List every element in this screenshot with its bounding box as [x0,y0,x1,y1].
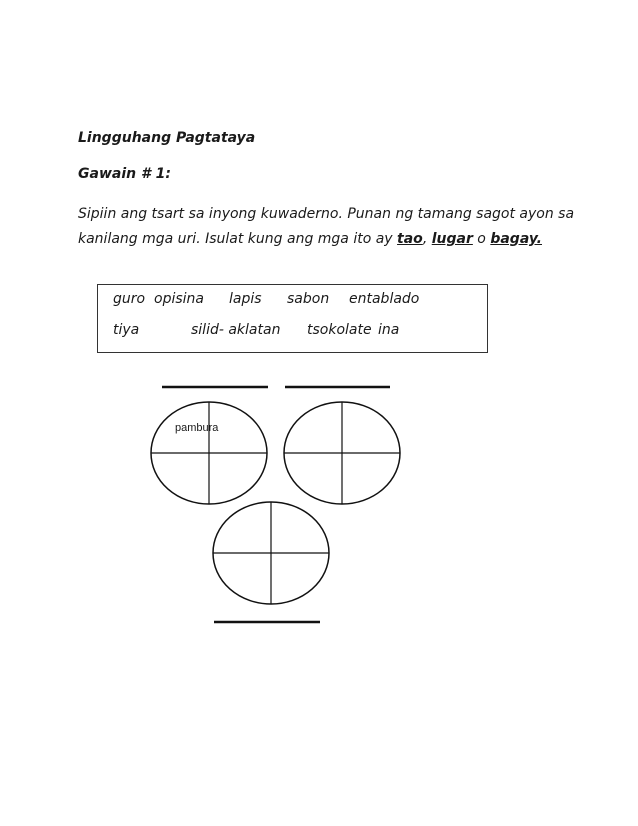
page-title: Lingguhang Pagtataya [78,130,256,146]
word-opisina: opisina [154,291,204,307]
word-entablado: entablado [349,291,420,307]
word-tsokolate: tsokolate [307,322,372,338]
keyword-lugar: lugar [431,231,473,247]
separator-2: o [472,231,491,247]
example-label-pambura: pambura [175,422,219,434]
keyword-tao: tao [397,231,423,247]
keyword-bagay: bagay. [490,231,542,247]
word-guro: guro [113,291,146,307]
circle-top-right [284,402,400,504]
activity-label: Gawain # 1: [78,166,171,182]
word-silid-aklatan: silid- aklatan [191,322,281,338]
word-sabon: sabon [287,291,330,307]
circle-top-left [151,402,267,504]
word-lapis: lapis [229,291,262,307]
circle-bottom [213,502,329,604]
word-tiya: tiya [113,322,140,338]
instructions-text: Sipiin ang tsart sa inyong kuwaderno. Punan ng tamang sagot ayon sa kanilang mga uri. Isulat kung ang mga ito ay [78,206,575,247]
word-ina: ina [378,322,400,338]
separator-1: , [422,231,432,247]
